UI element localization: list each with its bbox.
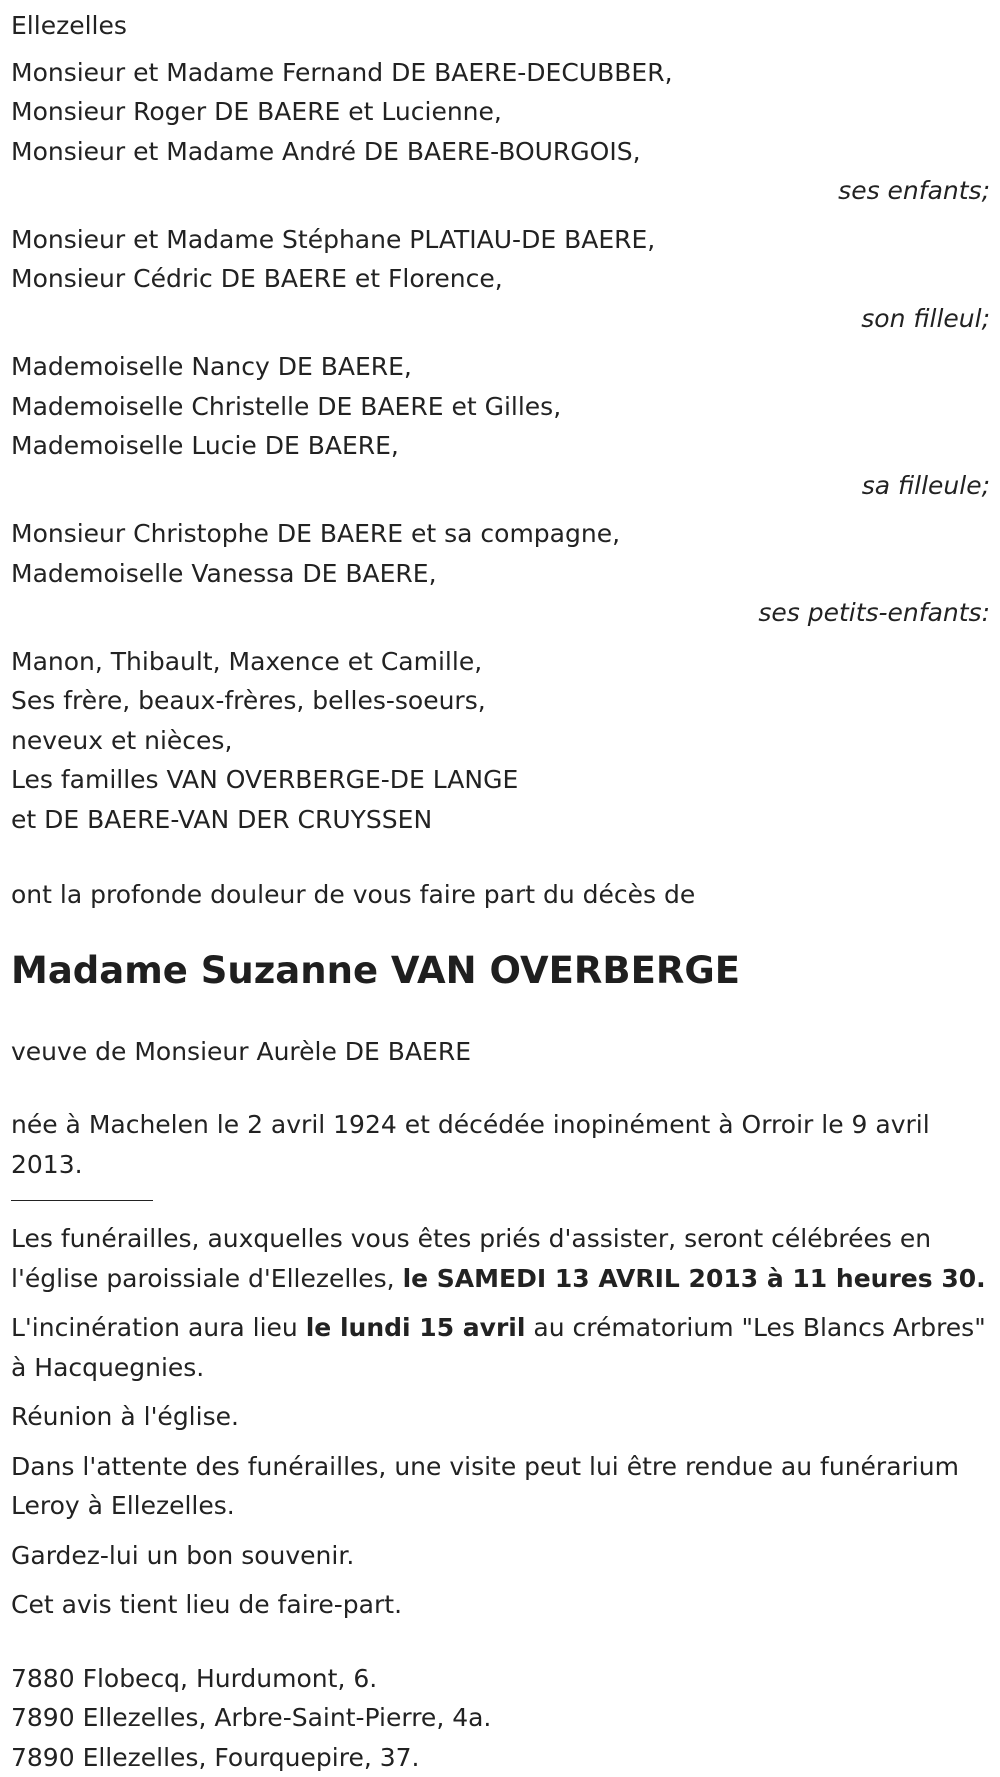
relative-line: Manon, Thibault, Maxence et Camille, (11, 642, 989, 682)
announcement: ont la profonde douleur de vous faire part du décès de (11, 875, 989, 915)
address-line: 7880 Flobecq, Hurdumont, 6. (11, 1659, 989, 1699)
family-group-godson (11, 220, 989, 339)
family-name-line: Mademoiselle Christelle DE BAERE et Gilles, (11, 387, 989, 427)
family-name-line: Monsieur Cédric DE BAERE et Florence, (11, 259, 989, 299)
funeral-paragraph (11, 1219, 989, 1298)
family-name-line: Monsieur et Madame André DE BAERE-BOURGOIS, (11, 132, 989, 172)
family-name-line: Mademoiselle Nancy DE BAERE, (11, 347, 989, 387)
family-group-grandchildren (11, 514, 989, 633)
family-name-line: Mademoiselle Vanessa DE BAERE, (11, 554, 989, 594)
birth-death-dates: née à Machelen le 2 avril 1924 et décédée inopinément à Orroir le 9 avril 2013. (11, 1105, 989, 1184)
address-line: 7890 Ellezelles, Arbre-Saint-Pierre, 4a. (11, 1698, 989, 1738)
funeral-text: Les funérailles, auxquelles vous êtes priés d'assister, seront célébrées en l'église paroissiale d'Ellezelles, (11, 1224, 931, 1293)
family-name-line: Mademoiselle Lucie DE BAERE, (11, 426, 989, 466)
family-role-label: sa filleule; (11, 466, 990, 506)
other-relatives (11, 642, 989, 840)
relative-line: Ses frère, beaux-frères, belles-soeurs, (11, 681, 989, 721)
cremation-text-before: L'incinération aura lieu (11, 1313, 298, 1342)
addresses (11, 1659, 989, 1777)
relative-line: Les familles VAN OVERBERGE-DE LANGE (11, 760, 989, 800)
family-name-line: Monsieur Christophe DE BAERE et sa compagne, (11, 514, 989, 554)
notice-note: Cet avis tient lieu de faire-part. (11, 1585, 989, 1625)
family-group-goddaughter (11, 347, 989, 505)
relative-line: et DE BAERE-VAN DER CRUYSSEN (11, 800, 989, 840)
family-name-line: Monsieur et Madame Fernand DE BAERE-DECUBBER, (11, 53, 989, 93)
cremation-date: le lundi 15 avril (306, 1313, 526, 1342)
address-line: 7890 Ellezelles, Fourquepire, 37. (11, 1738, 989, 1777)
widow-of: veuve de Monsieur Aurèle DE BAERE (11, 1032, 989, 1072)
reunion-note: Réunion à l'église. (11, 1397, 989, 1437)
funeral-date: le SAMEDI 13 AVRIL 2013 à 11 heures 30. (403, 1264, 986, 1293)
family-group-children (11, 53, 989, 211)
cremation-text-after: au crématorium "Les Blancs Arbres" à Hacquegnies. (11, 1313, 986, 1382)
location: Ellezelles (11, 6, 989, 46)
deceased-name: Madame Suzanne VAN OVERBERGE (11, 946, 989, 996)
visit-note: Dans l'attente des funérailles, une visite peut lui être rendue au funérarium Leroy à Ellezelles. (11, 1447, 989, 1526)
separator-line (11, 1200, 153, 1201)
family-name-line: Monsieur et Madame Stéphane PLATIAU-DE BAERE, (11, 220, 989, 260)
family-role-label: ses enfants; (11, 171, 990, 211)
remembrance-note: Gardez-lui un bon souvenir. (11, 1536, 989, 1576)
funeral-info (11, 1219, 989, 1625)
relative-line: neveux et nièces, (11, 721, 989, 761)
cremation-paragraph (11, 1308, 989, 1387)
family-role-label: ses petits-enfants: (11, 593, 990, 633)
family-role-label: son filleul; (11, 299, 990, 339)
family-name-line: Monsieur Roger DE BAERE et Lucienne, (11, 92, 989, 132)
